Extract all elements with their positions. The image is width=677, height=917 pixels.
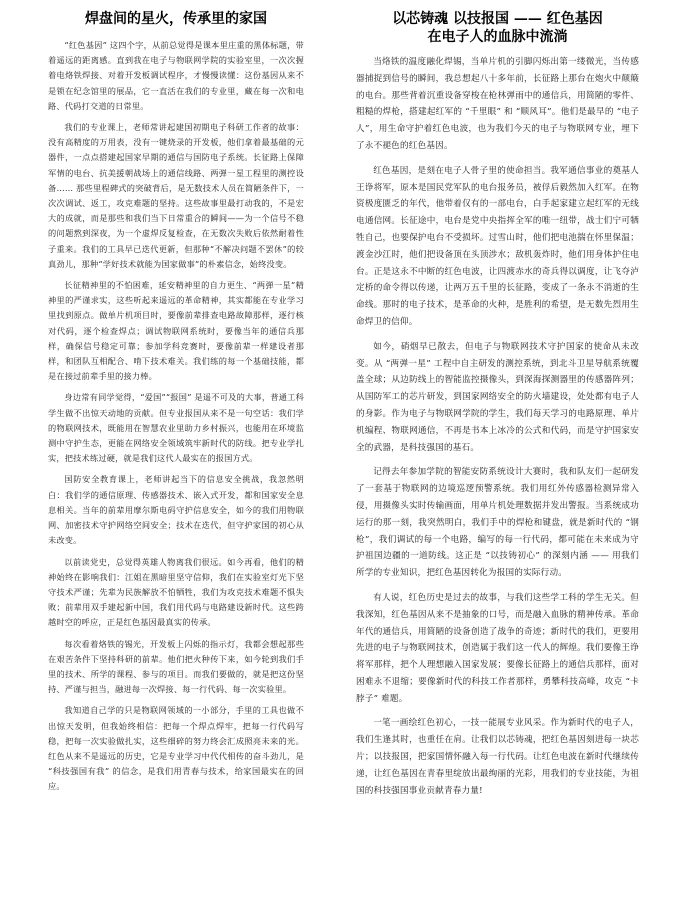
left-paragraph: 每次看着烙铁的锡光，开发板上闪烁的指示灯，我都会想起那些在艰苦条件下坚持科研的前辈。他们把火种传下来，如今轮到我们手里的技术、所学的课程、参与的项目。而我们要做的，就是把这份坚持、严谨与担当，融进每一次焊接、每一行代码、每一次实验里。 xyxy=(48,638,304,695)
right-paragraph: 当烙铁的温度融化焊锡，当单片机的引脚闪烁出第一缕微光，当传感器捕捉到信号的瞬间，我总想起八十多年前，长征路上那台在炮火中颠簸的电台。那些背着沉重设备穿梭在枪林弹雨中的通信兵，用简陋的零件、粗糙的焊枪，搭建起红军的 “千里眼” 和 “顺风耳”。他们是最早的 “电子人”，用生命守护着红色电波，也为我们今天的电子与物联网专业，埋下了永不褪色的红色基因。 xyxy=(356,57,639,151)
right-paragraph: 如今，硝烟早已散去，但电子与物联网技术守护国家的使命从未改变。从 “两弹一星” 工程中自主研发的测控系统，到北斗卫星导航系统覆盖全球；从边防线上的智能监控摄像头，到深海探测器里的传感器阵列；从国防军工的芯片研发，到国家网络安全的防火墙建设，处处都有电子人的身影。作为电子与物联网学院的学生，我们每天学习的电路原理、单片机编程、物联网通信，不再是书本上冰冷的公式和代码，而是守护国家安全的武器，是科技强国的基石。 xyxy=(356,341,639,453)
right-paragraph: 有人说，红色历史是过去的故事，与我们这些学工科的学生无关。但我深知，红色基因从来不是抽象的口号，而是融入血脉的精神传承。革命年代的通信兵，用简陋的设备创造了战争的奇迹；新时代的我们，更要用先进的电子与物联网技术，创造属于我们这一代人的辉煌。我们要像王诤将军那样，把个人理想融入国家发展；要像长征路上的通信兵那样，面对困难永不退缩；要像新时代的科技工作者那样，勇攀科技高峰，攻克 “卡脖子” 难题。 xyxy=(356,592,639,704)
right-title-line1: 以芯铸魂 以技报国 —— 红色基因 xyxy=(392,11,603,27)
left-paragraph: 以前读党史，总觉得英雄人物离我们很远。如今再看，他们的精神始终在影响我们：江姐在黑暗里坚守信仰，我们在实验室灯光下坚守技术严谨；先辈为民族解放不怕牺牲，我们为攻克技术难题不惧失败；前辈用双手建起新中国，我们用代码与电路建设新时代。这些跨越时空的呼应，正是红色基因最真实的传承。 xyxy=(48,556,304,628)
left-paragraph: 我们的专业课上，老师常讲起建国初期电子科研工作者的故事：没有高精度的万用表，没有一键烧录的开发板，他们拿着最基础的元器件，一点点搭建起国家早期的通信与国防电子系统。长征路上保障军情的电台、抗美援朝战场上的通信线路、两弹一星工程里的测控设备…… 那些里程碑式的突破背后，是无数技术人员在简陋条件下，一次次调试、返工，攻克难题的坚持。这些故事里最打动我的，不是宏大的成就，而是那些和我们当下日常重合的瞬间——为一个信号不稳的问题熬到深夜，为一个虚焊反复检查，在无数次失败后依然耐着性子重来。我们的工具早已迭代更新，但那种“不解决问题不罢休”的较真劲儿，那种“学好技术就能为国家做事”的朴素信念，始终没变。 xyxy=(48,122,304,269)
right-article-title xyxy=(356,10,639,46)
left-paragraph: 国防安全教育课上，老师讲起当下的信息安全挑战，我忽然明白：我们学的通信原理、传感器技术、嵌入式开发，都和国家安全息息相关。当年的前辈用摩尔斯电码守护信息安全，如今的我们用物联网、加密技术守护网络空间安全；技术在迭代，但守护家国的初心从未改变。 xyxy=(48,474,304,546)
right-paragraph: 记得去年参加学院的智能安防系统设计大赛时，我和队友们一起研发了一套基于物联网的边境巡逻预警系统。我们用红外传感器检测异常入侵，用摄像头实时传输画面，用单片机处理数据并发出警报。当系统成功运行的那一刻，我突然明白，我们手中的焊枪和键盘，就是新时代的 “钢枪”，我们调试的每一个电路，编写的每一行代码，都可能在未来成为守护祖国边疆的一道防线。这正是 “以技铸初心” 的深刻内涵 —— 用我们所学的专业知识，把红色基因转化为报国的实际行动。 xyxy=(356,467,639,579)
left-article xyxy=(48,10,304,801)
left-title-text: 焊盘间的星火，传承里的家国 xyxy=(85,11,267,27)
left-paragraph: 长征精神里的不怕困难，延安精神里的自力更生、“两弹一星”精神里的严谨求实，这些听起来遥远的革命精神，其实都能在专业学习里找到原点。做单片机项目时，要像前辈排查电路故障那样，逐行核对代码，逐个检查焊点；调试物联网系统时，要像当年的通信兵那样，确保信号稳定可靠；参加学科竞赛时，要像前辈一样建设者那样，和团队互相配合、啃下技术难关。我们练的每一个基础技能，都是在接过前辈手里的接力棒。 xyxy=(48,280,304,382)
right-paragraph: 一笔一画绘红色初心，一技一能展专业风采。作为新时代的电子人，我们生逢其时，也重任在肩。让我们以芯铸魂，把红色基因刻进每一块芯片；以技报国，把家国情怀融入每一行代码。让红色电波在新时代继续传递，让红色基因在青春里绽放出最绚丽的光彩，用我们的专业技能，为祖国的科技强国事业贡献青春力量! xyxy=(356,718,639,796)
left-paragraph: 身边常有同学觉得，“爱国”“报国” 是遥不可及的大事，普通工科学生做不出惊天动地的贡献。但专业报国从来不是一句空话：我们学的物联网技术，既能用在智慧农业里助力乡村振兴，也能用在环境监测中守护生态，更能在网络安全领域筑牢新时代的防线。把专业学扎实，把技术练过硬，就是我们这代人最实在的报国方式。 xyxy=(48,392,304,464)
left-paragraph: “红色基因” 这四个字，从前总觉得是课本里庄重的黑体标题，带着遥远的距离感。直到我在电子与物联网学院的实验室里，一次次握着电烙铁焊接、对着开发板调试程序，才慢慢读懂：这份基因从来不是锁在纪念馆里的展品，它一直活在我们的专业里，藏在每一次和电路、代码打交道的日常里。 xyxy=(48,40,304,111)
left-paragraph: 我知道自己学的只是物联网领域的一小部分，手里的工具也做不出惊天发明，但我始终相信：把每一个焊点焊牢，把每一行代码写稳，把每一次实验做扎实，这些细碎的努力终会汇成照亮未来的光。红色从来不是遥远的历史，它是专业学习中代代相传的奋斗劲儿，是 “科技强国有我” 的信念，是我们用青春与技术，给家国最实在的回应。 xyxy=(48,705,304,792)
right-title-line2: 在电子人的血脉中流淌 xyxy=(427,29,568,45)
right-article xyxy=(356,10,639,807)
left-article-title xyxy=(48,10,304,28)
right-paragraph: 红色基因，是刻在电子人骨子里的使命担当。我军通信事业的奠基人王诤将军，原本是国民党军队的电台报务员，被俘后毅然加入红军。在物资极度匮乏的年代，他带着仅有的一部电台，白手起家建立起红军的无线电通信网。长征途中，电台是党中央指挥全军的唯一纽带，战士们宁可牺牲自己，也要保护电台不受损坏。过雪山时，他们把电池揣在怀里保温；渡金沙江时，他们把设备顶在头顶涉水；敌机轰炸时，他们用身体护住电台。正是这永不中断的红色电波，让四渡赤水的奇兵得以调度，让飞夺泸定桥的命令得以传递，让两万五千里的长征路，变成了一条永不消逝的生命线。那时的电子技术，是革命的火种，是胜利的希望，是无数先烈用生命焊卫的信仰。 xyxy=(356,165,639,327)
